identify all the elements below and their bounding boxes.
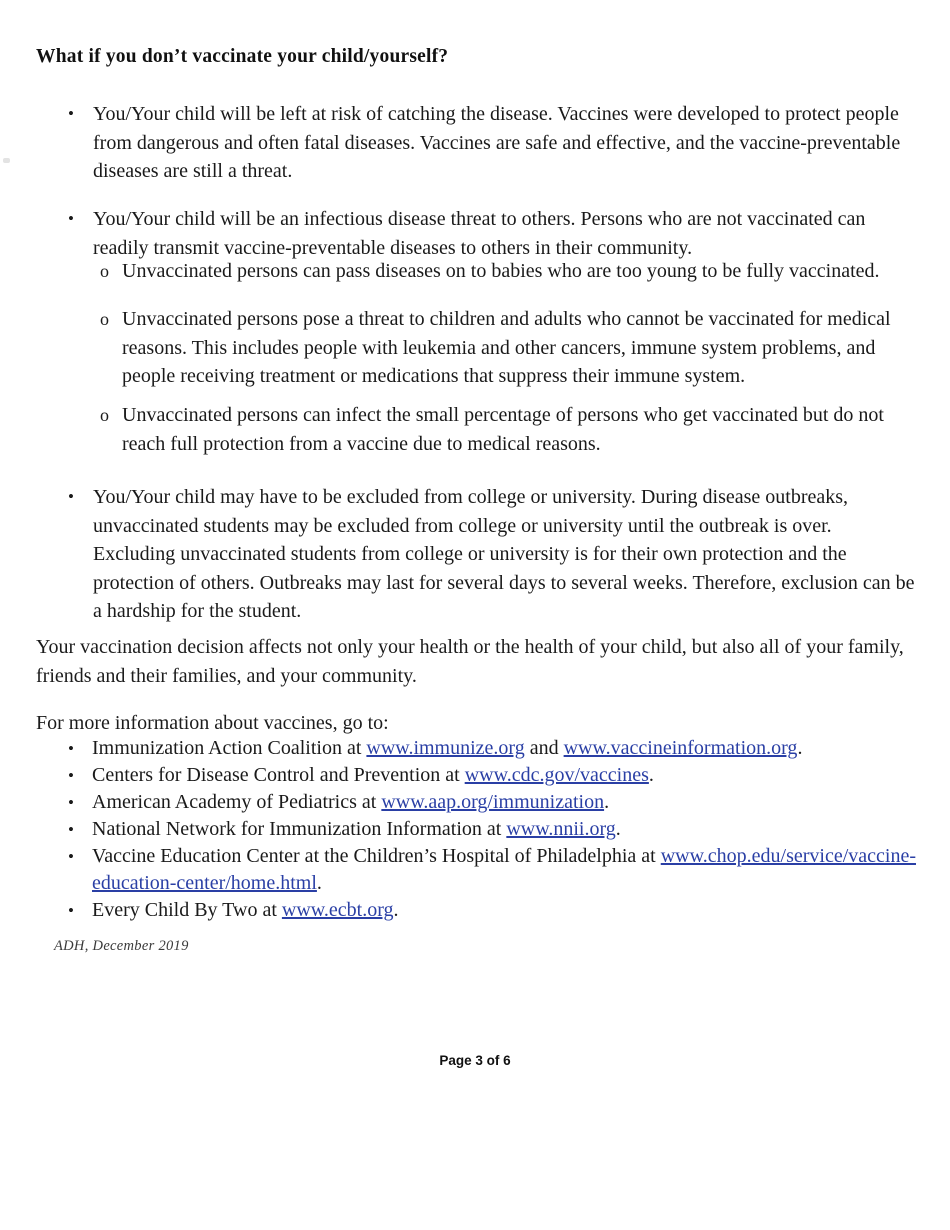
resource-prefix: Centers for Disease Control and Prevention at	[92, 764, 465, 786]
page-title: What if you don’t vaccinate your child/yourself?	[36, 46, 449, 67]
resource-line	[92, 762, 918, 789]
resource-suffix: .	[615, 818, 621, 840]
resource-line	[92, 816, 918, 843]
sub-bullet-marker: o	[100, 261, 109, 281]
list-item	[68, 205, 913, 262]
list-item	[68, 483, 916, 626]
list-item	[68, 843, 918, 897]
link-vaccineinformation-org[interactable]: www.vaccineinformation.org	[563, 737, 798, 759]
resource-suffix: .	[797, 737, 803, 759]
resource-prefix: Every Child By Two at	[92, 899, 282, 921]
resource-prefix: Immunization Action Coalition at	[92, 737, 367, 759]
sub-bullet-marker: o	[100, 405, 109, 425]
page-number: Page 3 of 6	[439, 1053, 511, 1068]
bullet-marker: •	[68, 739, 74, 758]
resource-line	[92, 897, 918, 924]
closing-paragraph: Your vaccination decision affects not only your health or the health of your child, but also all of your family, friends and their families, and your community.	[36, 636, 904, 687]
document-stamp: ADH, December 2019	[54, 938, 189, 954]
resource-line	[92, 789, 918, 816]
sub-bullet-marker: o	[100, 309, 109, 329]
bullet-marker: •	[68, 901, 74, 920]
sub-list-item-text: Unvaccinated persons can infect the small percentage of persons who get vaccinated but do not reach full protection from a vaccine due to medical reasons.	[122, 404, 884, 455]
list-item-text: You/Your child will be an infectious disease threat to others. Persons who are not vaccinated can readily transmit vaccine-preventable diseases to others in their community.	[93, 208, 866, 259]
list-item	[68, 735, 918, 762]
sub-list-item-text: Unvaccinated persons pose a threat to children and adults who cannot be vaccinated for medical reasons. This includes people with leukemia and other cancers, immune system problems, and people receiving treatment or medications that suppress their immune system.	[122, 308, 891, 387]
resource-suffix: .	[393, 899, 399, 921]
list-item	[68, 789, 918, 816]
resource-middle: and	[524, 737, 564, 759]
link-chop-edu-vaccine-education-center[interactable]: www.chop.edu/service/vaccine-education-center/home.html	[92, 845, 916, 894]
bullet-marker: •	[68, 487, 74, 506]
bullet-marker: •	[68, 820, 74, 839]
resource-line	[92, 735, 918, 762]
resource-suffix: .	[604, 791, 610, 813]
link-immunize-org[interactable]: www.immunize.org	[366, 737, 525, 759]
resource-suffix: .	[648, 764, 654, 786]
list-item-text: You/Your child may have to be excluded from college or university. During disease outbreaks, unvaccinated students may be excluded from college or university until the outbreak is over. Excluding unvaccinated students from college or university is for their own protection and the protection of others. Outbreaks may last for several days to several weeks. Therefore, exclusion can be a hardship for the student.	[93, 486, 915, 622]
list-item	[68, 100, 913, 186]
bullet-marker: •	[68, 209, 74, 228]
sub-list-item-text: Unvaccinated persons can pass diseases on to babies who are too young to be fully vaccinated.	[122, 260, 880, 282]
bullet-marker: •	[68, 847, 74, 866]
scan-artifact	[3, 158, 10, 163]
link-cdc-gov-vaccines[interactable]: www.cdc.gov/vaccines	[464, 764, 649, 786]
link-aap-org-immunization[interactable]: www.aap.org/immunization	[381, 791, 605, 813]
bullet-marker: •	[68, 793, 74, 812]
list-item	[68, 762, 918, 789]
list-item	[68, 816, 918, 843]
resource-prefix: National Network for Immunization Information at	[92, 818, 507, 840]
link-nnii-org[interactable]: www.nnii.org	[506, 818, 616, 840]
resource-prefix: American Academy of Pediatrics at	[92, 791, 382, 813]
bullet-marker: •	[68, 104, 74, 123]
resource-line	[92, 843, 918, 897]
resource-suffix: .	[316, 872, 322, 894]
sub-list-item	[100, 257, 900, 286]
link-ecbt-org[interactable]: www.ecbt.org	[281, 899, 394, 921]
more-info-intro: For more information about vaccines, go to:	[36, 712, 389, 734]
resource-prefix: Vaccine Education Center at the Children’s Hospital of Philadelphia at	[92, 845, 661, 867]
sub-list-item	[100, 305, 900, 391]
list-item-text: You/Your child will be left at risk of catching the disease. Vaccines were developed to protect people from dangerous and often fatal diseases. Vaccines are safe and effective, and the vaccine-preventable diseases are still a threat.	[93, 103, 901, 182]
sub-list-item	[100, 401, 910, 458]
list-item	[68, 897, 918, 924]
bullet-marker: •	[68, 766, 74, 785]
